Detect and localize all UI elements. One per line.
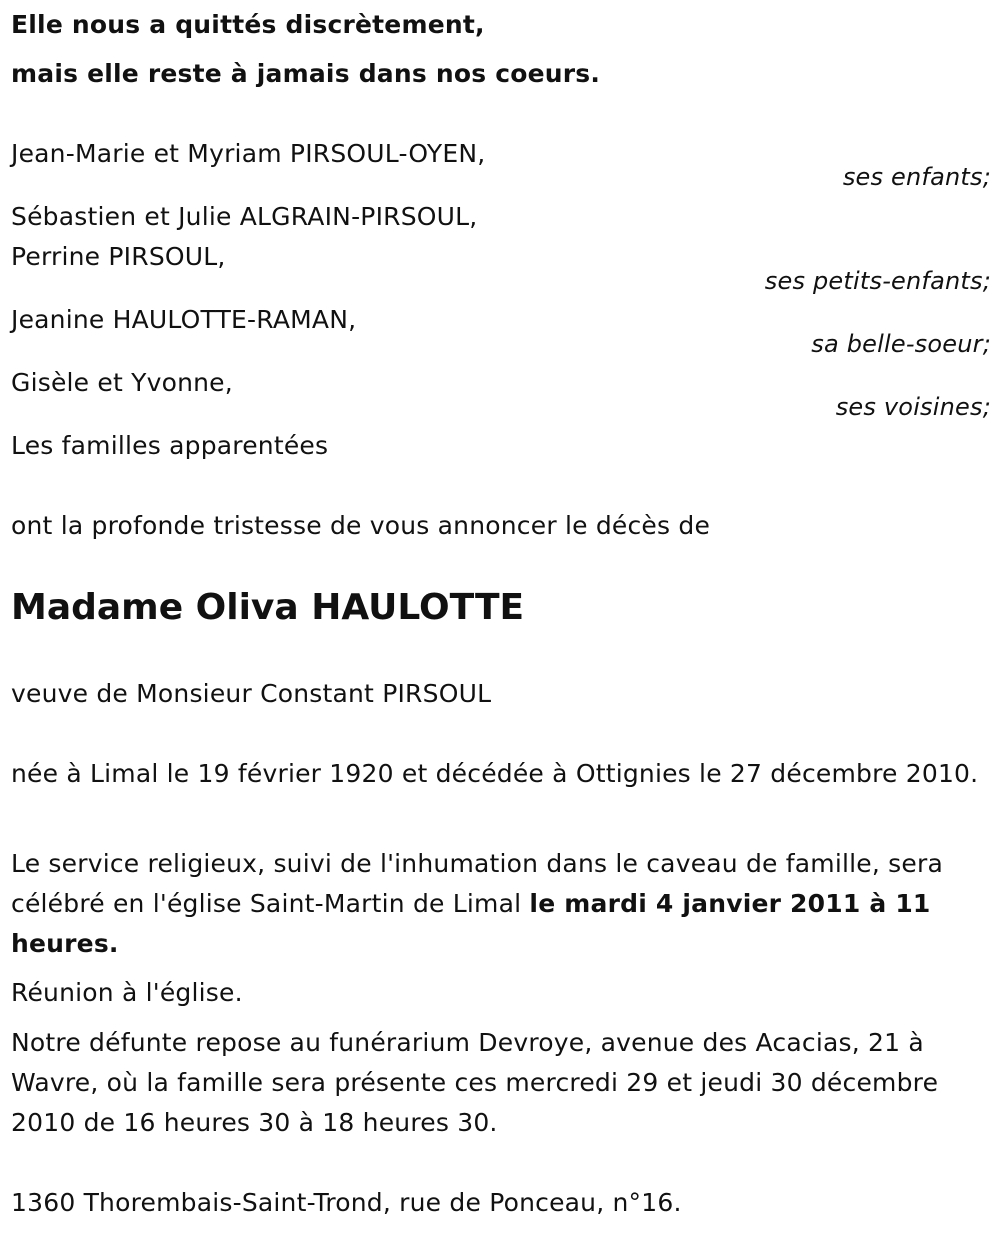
relation-sister-in-law: sa belle-soeur; [811,330,991,358]
family-grandchild-2: Perrine PIRSOUL, [11,242,226,271]
address: 1360 Thorembais-Saint-Trond, rue de Ponceau, n°16. [11,1188,682,1217]
announcement: ont la profonde tristesse de vous annoncer le décès de [11,511,711,540]
relation-neighbours: ses voisines; [835,393,991,421]
family-children: Jean-Marie et Myriam PIRSOUL-OYEN, [11,139,486,168]
intro-line-2: mais elle reste à jamais dans nos coeurs. [11,59,601,88]
visitation: Notre défunte repose au funérarium Devroye, avenue des Acacias, 21 à Wavre, où la famille sera présente ces mercredi 29 et jeudi 30 décembre 2010 de 16 heures 30 à 18 heures 30. [11,1028,939,1137]
family-grandchild-1: Sébastien et Julie ALGRAIN-PIRSOUL, [11,202,478,231]
service-date: le mardi 4 janvier 2011 à 11 heures. [11,889,931,958]
deceased-name: Madame Oliva HAULOTTE [11,587,525,628]
meeting: Réunion à l'église. [11,978,243,1007]
widow-of: veuve de Monsieur Constant PIRSOUL [11,679,492,708]
service-text: Le service religieux, suivi de l'inhumation dans le caveau de famille, sera célébré en l'église Saint-Martin de Limal [11,849,943,918]
family-sister-in-law: Jeanine HAULOTTE-RAMAN, [11,305,357,334]
service-paragraph [11,844,986,964]
relation-children: ses enfants; [842,163,991,191]
family-neighbours: Gisèle et Yvonne, [11,368,233,397]
relation-grandchildren: ses petits-enfants; [764,267,991,295]
birth-death: née à Limal le 19 février 1920 et décédée à Ottignies le 27 décembre 2010. [11,759,979,788]
family-relatives: Les familles apparentées [11,431,329,460]
intro-line-1: Elle nous a quittés discrètement, [11,10,485,39]
